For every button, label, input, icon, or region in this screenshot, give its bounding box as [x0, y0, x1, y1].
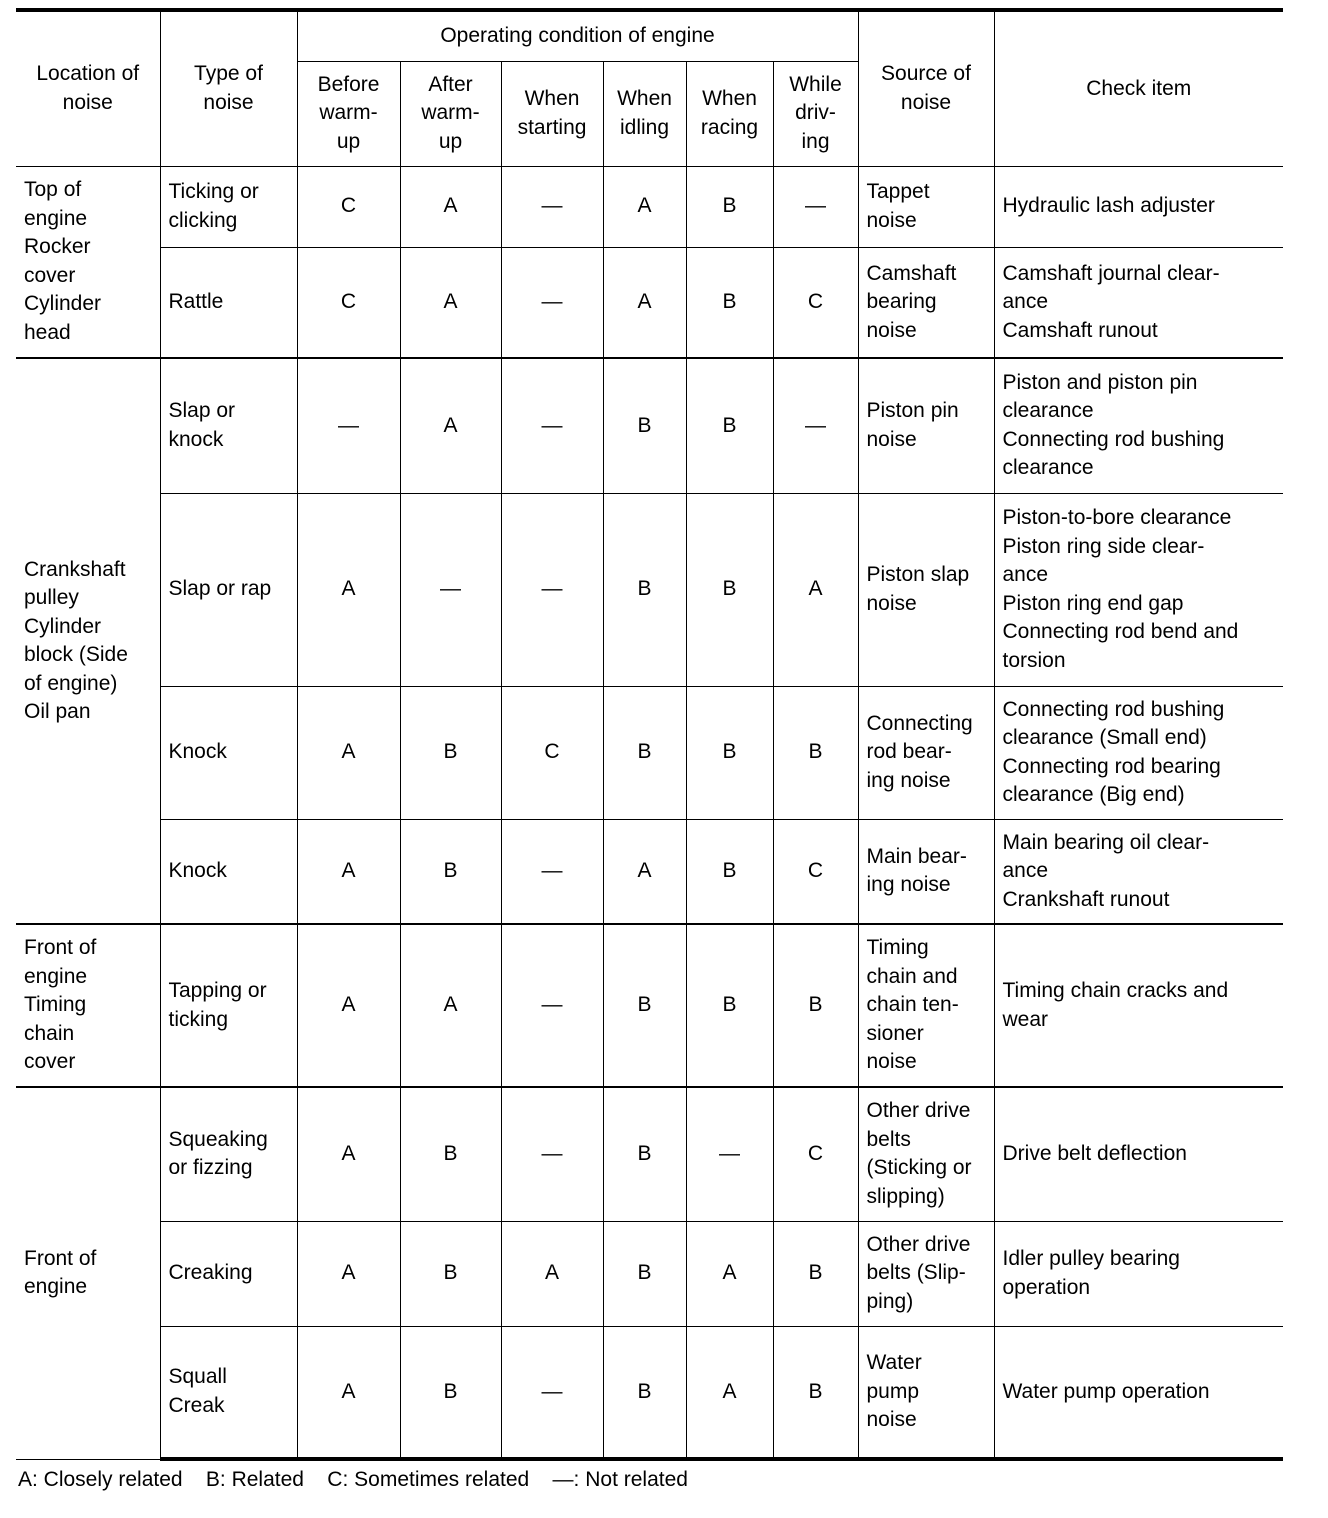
check-item-cell: Piston and piston pin clearance Connecting rod bushing clearance	[994, 358, 1283, 493]
condition-cell: —	[400, 493, 501, 686]
condition-cell: B	[603, 358, 686, 493]
condition-cell: A	[297, 924, 400, 1087]
condition-cell: A	[297, 1326, 400, 1459]
condition-cell: B	[686, 924, 773, 1087]
header-type: Type of noise	[160, 10, 297, 166]
condition-cell: A	[297, 1221, 400, 1326]
table-row	[16, 1087, 1283, 1221]
condition-cell: —	[501, 1087, 603, 1221]
condition-cell: A	[297, 686, 400, 819]
condition-cell: —	[501, 166, 603, 247]
condition-cell: B	[773, 1221, 858, 1326]
check-item-cell: Connecting rod bushing clearance (Small end) Connecting rod bearing clearance (Big end)	[994, 686, 1283, 819]
header-condition: After warm- up	[400, 61, 501, 166]
noise-type-cell: Knock	[160, 686, 297, 819]
condition-cell: B	[603, 1326, 686, 1459]
header-condition: Before warm- up	[297, 61, 400, 166]
header-condition: When racing	[686, 61, 773, 166]
check-item-cell: Drive belt deflection	[994, 1087, 1283, 1221]
noise-type-cell: Squall Creak	[160, 1326, 297, 1459]
noise-source-cell: Piston slap noise	[858, 493, 994, 686]
check-item-cell: Camshaft journal clear- ance Camshaft runout	[994, 247, 1283, 358]
condition-cell: —	[773, 358, 858, 493]
noise-type-cell: Rattle	[160, 247, 297, 358]
table-row	[16, 1326, 1283, 1459]
condition-cell: —	[501, 819, 603, 924]
condition-cell: A	[686, 1221, 773, 1326]
noise-type-cell: Ticking or clicking	[160, 166, 297, 247]
condition-cell: —	[297, 358, 400, 493]
condition-cell: C	[297, 247, 400, 358]
condition-cell: A	[603, 247, 686, 358]
noise-source-cell: Tappet noise	[858, 166, 994, 247]
table-row	[16, 1221, 1283, 1326]
location-cell: Front of engine	[16, 1087, 160, 1459]
condition-cell: —	[501, 493, 603, 686]
check-item-cell: Hydraulic lash adjuster	[994, 166, 1283, 247]
condition-cell: C	[773, 1087, 858, 1221]
condition-cell: A	[603, 819, 686, 924]
noise-source-cell: Timing chain and chain ten- sioner noise	[858, 924, 994, 1087]
check-item-cell: Water pump operation	[994, 1326, 1283, 1459]
noise-type-cell: Squeaking or fizzing	[160, 1087, 297, 1221]
noise-source-cell: Other drive belts (Slip- ping)	[858, 1221, 994, 1326]
header-condition: While driv- ing	[773, 61, 858, 166]
condition-cell: C	[297, 166, 400, 247]
condition-cell: —	[501, 247, 603, 358]
table-body	[16, 166, 1283, 1459]
condition-cell: B	[400, 1221, 501, 1326]
condition-cell: A	[501, 1221, 603, 1326]
header-location: Location of noise	[16, 10, 160, 166]
condition-cell: B	[603, 924, 686, 1087]
table-row	[16, 686, 1283, 819]
condition-cell: B	[773, 686, 858, 819]
header-check-item: Check item	[994, 10, 1283, 166]
condition-cell: A	[400, 166, 501, 247]
noise-type-cell: Slap or knock	[160, 358, 297, 493]
condition-cell: B	[603, 1221, 686, 1326]
noise-type-cell: Creaking	[160, 1221, 297, 1326]
condition-cell: B	[400, 819, 501, 924]
location-cell: Top of engine Rocker cover Cylinder head	[16, 166, 160, 358]
noise-type-cell: Knock	[160, 819, 297, 924]
condition-cell: —	[501, 1326, 603, 1459]
condition-cell: B	[686, 166, 773, 247]
check-item-cell: Idler pulley bearing operation	[994, 1221, 1283, 1326]
table-row	[16, 924, 1283, 1087]
table-row	[16, 819, 1283, 924]
location-cell: Front of engine Timing chain cover	[16, 924, 160, 1087]
condition-cell: C	[773, 247, 858, 358]
condition-cell: B	[686, 493, 773, 686]
condition-cell: B	[686, 819, 773, 924]
condition-cell: B	[603, 493, 686, 686]
check-item-cell: Piston-to-bore clearance Piston ring side clear- ance Piston ring end gap Connecting rod bend and torsion	[994, 493, 1283, 686]
condition-cell: B	[773, 924, 858, 1087]
condition-cell: B	[400, 686, 501, 819]
header-condition: When starting	[501, 61, 603, 166]
condition-cell: A	[400, 924, 501, 1087]
condition-cell: A	[400, 358, 501, 493]
location-cell: Crankshaft pulley Cylinder block (Side of engine) Oil pan	[16, 358, 160, 924]
condition-cell: A	[297, 819, 400, 924]
condition-cell: B	[400, 1087, 501, 1221]
legend: A: Closely related B: Related C: Sometimes related —: Not related	[18, 1468, 688, 1491]
condition-cell: A	[400, 247, 501, 358]
condition-cell: A	[773, 493, 858, 686]
condition-cell: —	[501, 358, 603, 493]
noise-source-cell: Other drive belts (Sticking or slipping)	[858, 1087, 994, 1221]
table-row	[16, 493, 1283, 686]
check-item-cell: Timing chain cracks and wear	[994, 924, 1283, 1087]
check-item-cell: Main bearing oil clear- ance Crankshaft runout	[994, 819, 1283, 924]
condition-cell: A	[297, 1087, 400, 1221]
condition-cell: A	[603, 166, 686, 247]
condition-cell: B	[603, 686, 686, 819]
condition-cell: C	[773, 819, 858, 924]
noise-source-cell: Main bear- ing noise	[858, 819, 994, 924]
condition-cell: C	[501, 686, 603, 819]
noise-source-cell: Connecting rod bear- ing noise	[858, 686, 994, 819]
condition-cell: B	[686, 358, 773, 493]
table-row	[16, 166, 1283, 247]
header-source: Source of noise	[858, 10, 994, 166]
condition-cell: B	[686, 247, 773, 358]
condition-cell: —	[501, 924, 603, 1087]
condition-cell: B	[603, 1087, 686, 1221]
condition-cell: A	[297, 493, 400, 686]
table-row	[16, 358, 1283, 493]
table-row	[16, 247, 1283, 358]
condition-cell: —	[773, 166, 858, 247]
noise-type-cell: Tapping or ticking	[160, 924, 297, 1087]
noise-source-cell: Piston pin noise	[858, 358, 994, 493]
engine-noise-table	[16, 8, 1283, 1461]
noise-type-cell: Slap or rap	[160, 493, 297, 686]
condition-cell: A	[686, 1326, 773, 1459]
condition-cell: —	[686, 1087, 773, 1221]
condition-cell: B	[773, 1326, 858, 1459]
condition-cell: B	[686, 686, 773, 819]
header-operating-condition: Operating condition of engine	[297, 10, 858, 61]
noise-source-cell: Water pump noise	[858, 1326, 994, 1459]
condition-cell: B	[400, 1326, 501, 1459]
noise-source-cell: Camshaft bearing noise	[858, 247, 994, 358]
header-condition: When idling	[603, 61, 686, 166]
